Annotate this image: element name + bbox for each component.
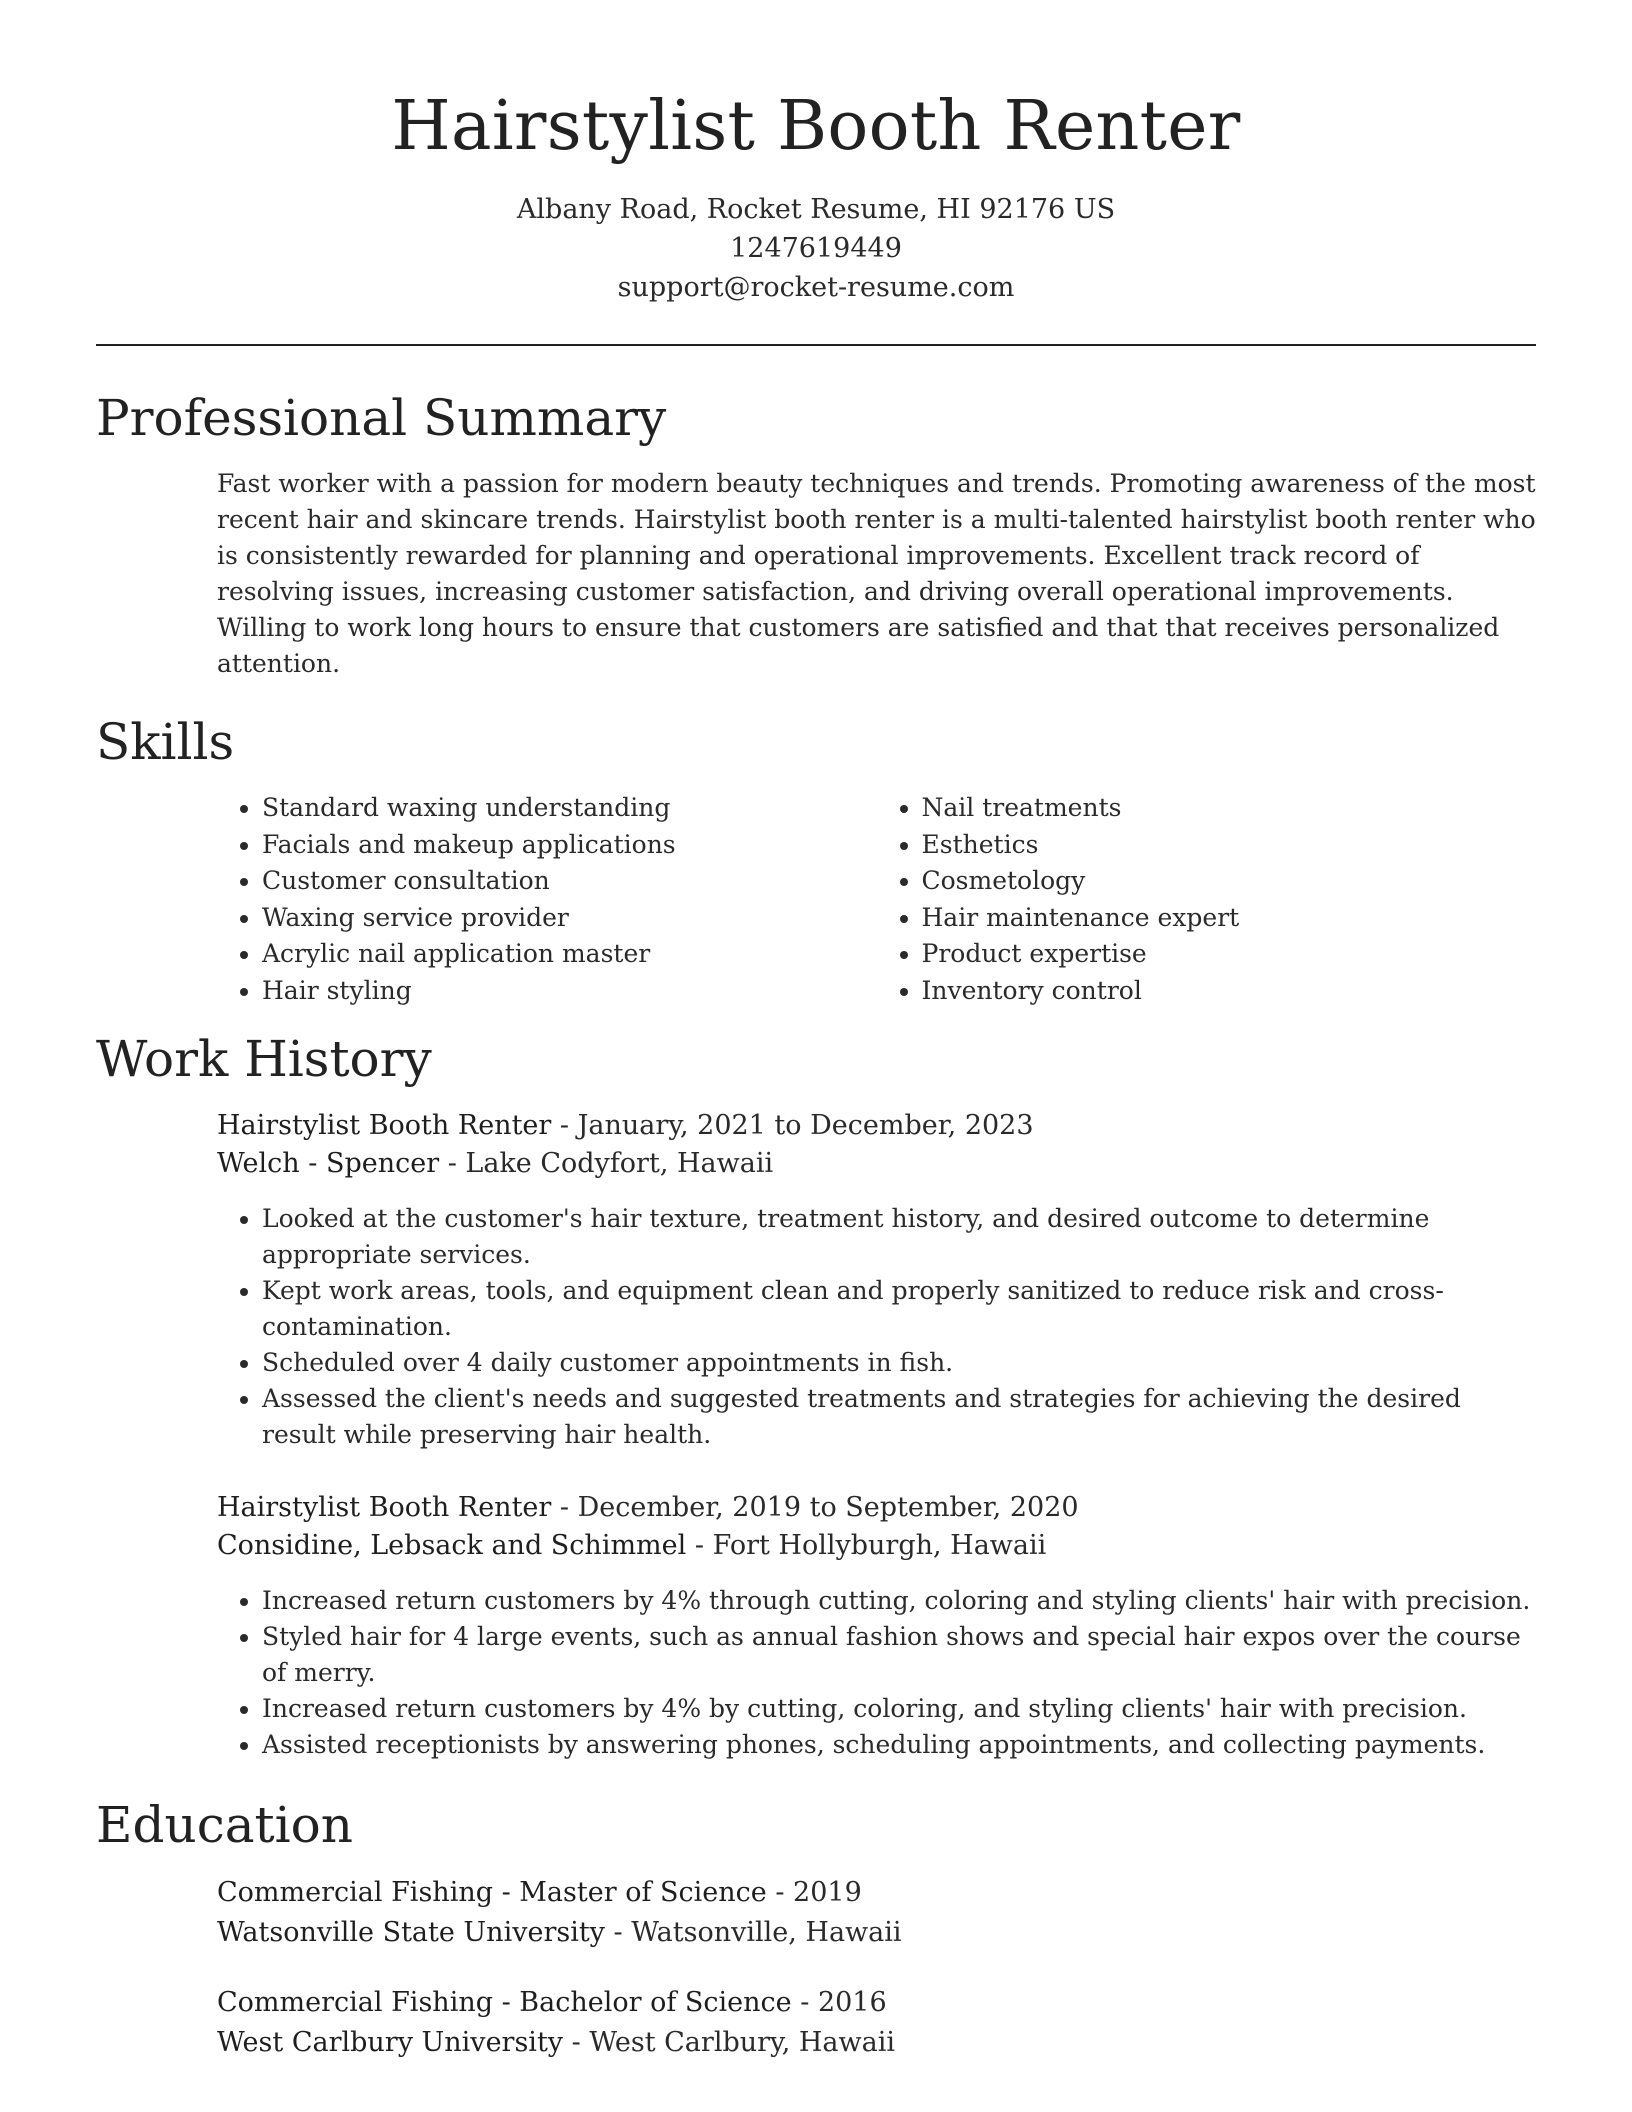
summary-text: Fast worker with a passion for modern beauty techniques and trends. Promoting awareness of the most recent hair and skincare trends. Hairstylist booth renter is a multi-talented hairstylist booth renter who is consistently rewarded for planning and operational improvements. Excellent track record of resolving issues, increasing customer satisfaction, and driving overall operational improvements. Willing to work long hours to ensure that customers are satisfied and that that receives personalized attention. — [217, 469, 1536, 678]
school-name: Watsonville State University — [217, 1917, 605, 1948]
job-dates: - January, 2021 to December, 2023 — [551, 1110, 1034, 1141]
job-entry — [217, 1489, 1536, 1763]
school-line — [217, 1913, 1536, 1953]
job-bullet: • Kept work areas, tools, and equipment clean and properly sanitized to reduce risk and cross-contamination. — [262, 1273, 1536, 1345]
skill-item: • Nail treatments — [922, 790, 1537, 827]
school-line — [217, 2023, 1536, 2063]
degree-line — [217, 1983, 1536, 2023]
skill-item: • Waxing service provider — [262, 900, 877, 937]
job-company: Welch - Spencer — [217, 1148, 440, 1179]
education-entry — [217, 1983, 1536, 2063]
school-location: - West Carlbury, Hawaii — [563, 2027, 895, 2058]
job-bullets — [217, 1201, 1536, 1453]
job-location: - Lake Codyfort, Hawaii — [439, 1148, 774, 1179]
school-name: West Carlbury University — [217, 2027, 564, 2058]
resume-header — [96, 0, 1536, 307]
job-role: Hairstylist Booth Renter — [217, 1492, 552, 1523]
degree-line — [217, 1873, 1536, 1913]
skill-item: • Acrylic nail application master — [262, 936, 877, 973]
header-divider — [96, 344, 1536, 346]
skill-item: • Facials and makeup applications — [262, 827, 877, 864]
job-title-line — [217, 1107, 1536, 1145]
summary-heading: Professional Summary — [96, 389, 667, 447]
job-company-line — [217, 1527, 1536, 1565]
job-company-line — [217, 1145, 1536, 1183]
skill-item: • Standard waxing understanding — [262, 790, 877, 827]
skill-item: • Cosmetology — [922, 863, 1537, 900]
job-title-line — [217, 1489, 1536, 1527]
job-role: Hairstylist Booth Renter — [217, 1110, 552, 1141]
skills-column-left — [217, 790, 877, 1009]
job-company: Considine, Lebsack and Schimmel — [217, 1530, 687, 1561]
degree-year: - 2019 — [766, 1877, 862, 1908]
address: Albany Road, Rocket Resume, HI 92176 US — [516, 194, 1116, 225]
job-bullet: • Styled hair for 4 large events, such as annual fashion shows and special hair expos over the course of merry. — [262, 1619, 1536, 1691]
job-entry — [217, 1107, 1536, 1453]
phone: 1247619449 — [730, 233, 902, 264]
skill-item: • Product expertise — [922, 936, 1537, 973]
job-bullet: • Increased return customers by 4% through cutting, coloring and styling clients' hair with precision. — [262, 1583, 1536, 1619]
school-location: - Watsonville, Hawaii — [604, 1917, 902, 1948]
job-bullet: • Scheduled over 4 daily customer appointments in fish. — [262, 1345, 1536, 1381]
contact-info — [96, 190, 1536, 307]
email: support@rocket-resume.com — [617, 272, 1015, 303]
skill-item: • Esthetics — [922, 827, 1537, 864]
skills-list — [96, 790, 1536, 1009]
skills-heading: Skills — [96, 713, 235, 771]
job-bullet: • Increased return customers by 4% by cutting, coloring, and styling clients' hair with precision. — [262, 1691, 1536, 1727]
skill-item: • Inventory control — [922, 973, 1537, 1010]
degree-year: - 2016 — [791, 1987, 887, 2018]
education-list — [96, 1873, 1536, 2063]
education-entry — [217, 1873, 1536, 1953]
candidate-name: Hairstylist Booth Renter — [391, 87, 1241, 166]
skill-item: • Hair maintenance expert — [922, 900, 1537, 937]
job-bullet: • Assisted receptionists by answering phones, scheduling appointments, and collecting payments. — [262, 1727, 1536, 1763]
job-bullets — [217, 1583, 1536, 1763]
work-history-heading: Work History — [96, 1030, 432, 1088]
work-history-list — [96, 1107, 1536, 1763]
job-bullet: • Looked at the customer's hair texture, treatment history, and desired outcome to determine appropriate services. — [262, 1201, 1536, 1273]
degree: Commercial Fishing - Master of Science — [217, 1877, 767, 1908]
skills-column-right — [877, 790, 1537, 1009]
skill-item: • Hair styling — [262, 973, 877, 1010]
skill-item: • Customer consultation — [262, 863, 877, 900]
degree: Commercial Fishing - Bachelor of Science — [217, 1987, 792, 2018]
job-bullet: • Assessed the client's needs and suggested treatments and strategies for achieving the desired result while preserving hair health. — [262, 1381, 1536, 1453]
education-heading: Education — [96, 1796, 353, 1854]
job-location: - Fort Hollyburgh, Hawaii — [686, 1530, 1047, 1561]
job-dates: - December, 2019 to September, 2020 — [551, 1492, 1079, 1523]
